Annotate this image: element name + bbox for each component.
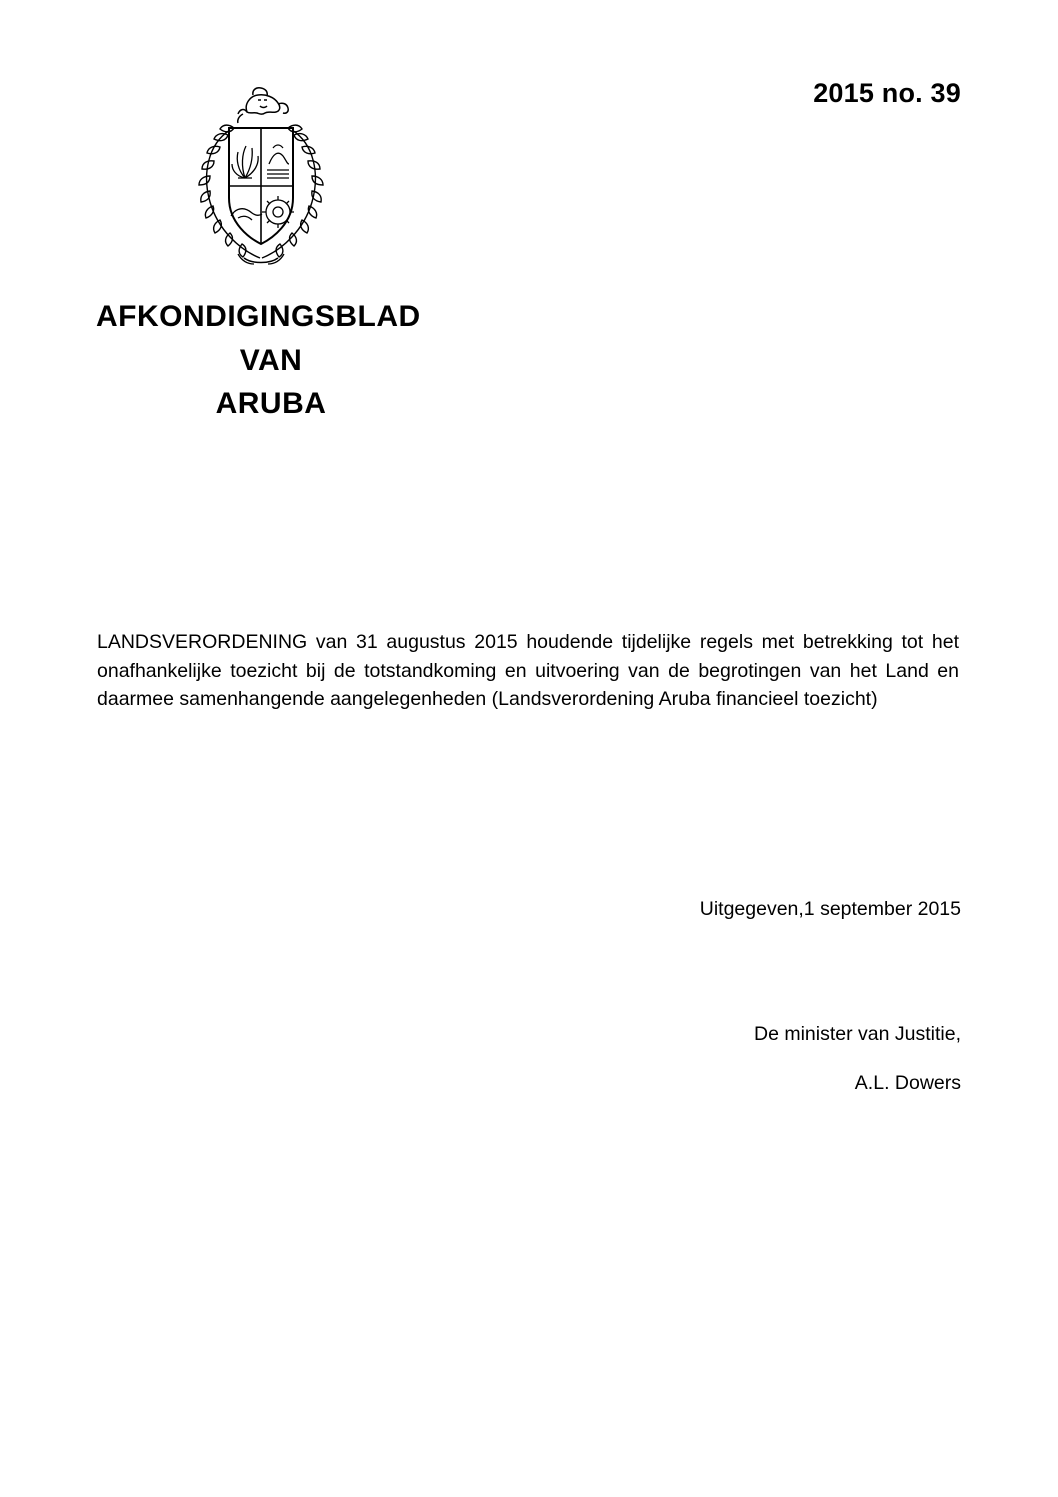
minister-title: De minister van Justitie, xyxy=(754,1023,961,1045)
masthead-line-1: AFKONDIGINGSBLAD xyxy=(96,300,421,333)
minister-name: A.L. Dowers xyxy=(854,1072,961,1094)
coat-of-arms-aruba-icon xyxy=(168,78,354,268)
ordinance-body-text: LANDSVERORDENING van 31 augustus 2015 houdende tijdelijke regels met betrekking tot het onafhankelijke toezicht bij de totstandkoming en uitvoering van de begrotingen van het Land en daarmee samenhangende aangelegenheden (Landsverordening Aruba financieel toezicht) xyxy=(97,631,959,711)
masthead xyxy=(96,295,446,426)
issue-number: 2015 no. 39 xyxy=(813,78,961,108)
masthead-line-3: ARUBA xyxy=(215,387,327,420)
issued-date: Uitgegeven,1 september 2015 xyxy=(699,898,961,920)
masthead-line-2: VAN xyxy=(239,343,303,377)
